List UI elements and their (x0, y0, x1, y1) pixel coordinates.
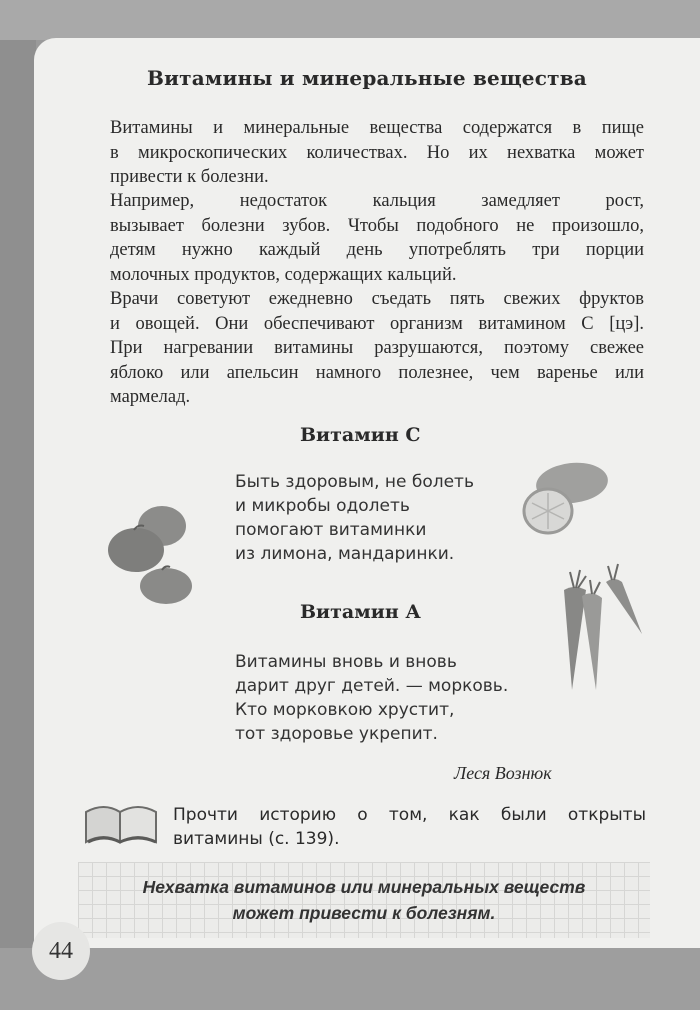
paragraph-line: яблоко или апельсин намного полезнее, чем варенье или (110, 362, 644, 383)
paragraph-line: привести к болезни. (110, 167, 269, 187)
poem-line: Кто морковкою хрустит, (235, 700, 455, 720)
carrots-illustration (556, 560, 650, 695)
poem-line: дарит друг детей. — морковь. (235, 676, 509, 696)
paragraph-line: мармелад. (110, 387, 191, 407)
task-line: витамины (с. 139). (173, 829, 340, 849)
paragraph-line: молочных продуктов, содержащих кальций. (110, 264, 457, 285)
lemon-illustration (520, 455, 615, 540)
paragraph-line: При нагревании витамины разрушаются, поэтому свежее (110, 338, 644, 358)
poem-line: Витамины вновь и вновь (235, 652, 457, 672)
paragraph-line: в микроскопических количествах. Но их нехватка может (110, 142, 644, 163)
poem-line: помогают витаминки (235, 520, 427, 540)
paragraph-line: вызывает болезни зубов. Чтобы подобного не произошло, (110, 215, 644, 236)
rule-text (78, 874, 650, 926)
open-book-icon (82, 798, 162, 848)
vitamin-c-heading: Витамин С (300, 424, 421, 446)
paragraph-line: Врачи советуют ежедневно съедать пять свежих фруктов (110, 289, 644, 309)
vitamin-a-heading: Витамин А (300, 601, 421, 623)
top-band (0, 0, 700, 40)
task-line: Прочти историю о том, как были открыты (173, 805, 646, 825)
reading-task (173, 803, 646, 851)
vitamin-a-poem (235, 650, 508, 746)
paragraph-line: детям нужно каждый день употреблять три порции (110, 240, 644, 260)
tangerines-illustration (104, 500, 204, 610)
poem-line: из лимона, мандаринки. (235, 544, 455, 564)
paragraph-3 (110, 287, 644, 410)
poem-line: и микробы одолеть (235, 496, 410, 516)
page-number: 44 (32, 922, 90, 980)
vitamin-c-poem (235, 470, 474, 566)
poem-line: тот здоровье укрепит. (235, 724, 438, 744)
paragraph-2 (110, 189, 644, 287)
rule-line: может привести к болезням. (232, 903, 496, 923)
rule-line: Нехватка витаминов или минеральных веществ (142, 877, 586, 897)
paragraph-line: и овощей. Они обеспечивают организм витамином С [цэ]. (110, 313, 644, 334)
paragraph-1 (110, 116, 644, 190)
bottom-band (0, 948, 700, 1010)
paragraph-line: Например, недостаток кальция замедляет рост, (110, 191, 644, 211)
poem-line: Быть здоровым, не болеть (235, 472, 474, 492)
page-title: Витамины и минеральные вещества (147, 66, 587, 90)
paragraph-line: Витамины и минеральные вещества содержатся в пище (110, 118, 644, 138)
left-margin (0, 40, 36, 1010)
poem-author: Леся Вознюк (454, 763, 552, 783)
